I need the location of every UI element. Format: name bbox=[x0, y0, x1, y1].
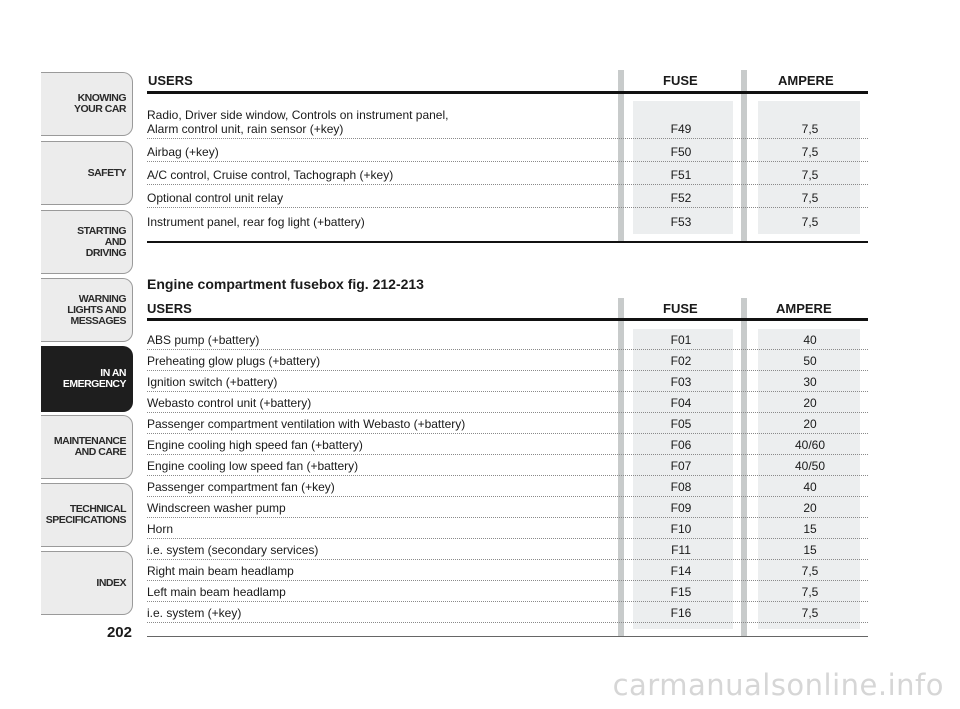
row-ampere: 15 bbox=[803, 543, 817, 557]
row-ampere: 7,5 bbox=[801, 168, 819, 182]
row-ampere: 15 bbox=[803, 522, 817, 536]
table-row bbox=[147, 602, 868, 623]
sidebar-tab-index[interactable] bbox=[41, 551, 133, 615]
row-users: Passenger compartment ventilation with Webasto (+battery) bbox=[147, 417, 466, 431]
watermark: carmanualsonline.info bbox=[612, 668, 944, 702]
table-row bbox=[147, 434, 868, 455]
row-fuse: F51 bbox=[670, 168, 692, 182]
row-ampere: 7,5 bbox=[801, 606, 819, 620]
table-row bbox=[147, 100, 868, 139]
tab-label: MAINTENANCE AND CARE bbox=[53, 435, 126, 458]
row-users: Ignition switch (+battery) bbox=[147, 375, 278, 389]
table2-header-rule bbox=[147, 318, 868, 321]
sidebar-tab-maintenance-and-care[interactable] bbox=[41, 415, 133, 479]
row-fuse: F06 bbox=[670, 438, 692, 452]
row-users: Horn bbox=[147, 522, 174, 536]
table-row bbox=[147, 455, 868, 476]
row-ampere: 7,5 bbox=[801, 585, 819, 599]
table-row bbox=[147, 392, 868, 413]
table2-header-fuse: FUSE bbox=[663, 301, 698, 316]
row-ampere: 7,5 bbox=[801, 122, 819, 136]
table2-header-ampere: AMPERE bbox=[776, 301, 832, 316]
row-fuse: F09 bbox=[670, 501, 692, 515]
row-ampere: 50 bbox=[803, 354, 817, 368]
row-users: Instrument panel, rear fog light (+battery) bbox=[147, 215, 365, 229]
row-users: i.e. system (secondary services) bbox=[147, 543, 319, 557]
table-row bbox=[147, 185, 868, 208]
row-users: Left main beam headlamp bbox=[147, 585, 286, 599]
tab-label: SAFETY bbox=[87, 166, 126, 179]
table-row bbox=[147, 350, 868, 371]
sidebar-tab-technical-specifications[interactable] bbox=[41, 483, 133, 547]
row-fuse: F01 bbox=[670, 333, 692, 347]
row-users: Preheating glow plugs (+battery) bbox=[147, 354, 321, 368]
tab-label: TECHNICAL SPECIFICATIONS bbox=[45, 503, 126, 526]
row-users: A/C control, Cruise control, Tachograph (+key) bbox=[147, 168, 394, 182]
row-ampere: 40/60 bbox=[794, 438, 826, 452]
table-row bbox=[147, 413, 868, 434]
table2-bottom-rule bbox=[147, 636, 868, 637]
row-fuse: F03 bbox=[670, 375, 692, 389]
table-row bbox=[147, 162, 868, 185]
sidebar-tab-warning-lights[interactable] bbox=[41, 278, 133, 342]
row-users: Right main beam headlamp bbox=[147, 564, 294, 578]
row-ampere: 20 bbox=[803, 396, 817, 410]
row-fuse: F49 bbox=[670, 122, 692, 136]
sidebar-tab-knowing-your-car[interactable] bbox=[41, 72, 133, 136]
table-row bbox=[147, 208, 868, 231]
row-users: Engine cooling low speed fan (+battery) bbox=[147, 459, 359, 473]
row-users: Radio, Driver side window, Controls on instrument panel, Alarm control unit, rain sensor (+key) bbox=[147, 108, 449, 136]
row-users: Windscreen washer pump bbox=[147, 501, 286, 515]
row-ampere: 40 bbox=[803, 480, 817, 494]
row-users: i.e. system (+key) bbox=[147, 606, 242, 620]
table-row bbox=[147, 518, 868, 539]
table-row bbox=[147, 539, 868, 560]
row-fuse: F04 bbox=[670, 396, 692, 410]
table1-header-fuse: FUSE bbox=[663, 73, 698, 88]
row-ampere: 7,5 bbox=[801, 215, 819, 229]
tab-label: WARNING LIGHTS AND MESSAGES bbox=[67, 292, 126, 327]
row-users: ABS pump (+battery) bbox=[147, 333, 260, 347]
row-fuse: F08 bbox=[670, 480, 692, 494]
sidebar-tab-starting-and-driving[interactable] bbox=[41, 210, 133, 274]
table-row bbox=[147, 560, 868, 581]
tab-label: INDEX bbox=[96, 576, 126, 589]
table1-header-ampere: AMPERE bbox=[778, 73, 834, 88]
row-ampere: 20 bbox=[803, 417, 817, 431]
row-ampere: 7,5 bbox=[801, 145, 819, 159]
row-fuse: F07 bbox=[670, 459, 692, 473]
row-fuse: F50 bbox=[670, 145, 692, 159]
row-fuse: F10 bbox=[670, 522, 692, 536]
row-users: Optional control unit relay bbox=[147, 191, 284, 205]
table-row bbox=[147, 497, 868, 518]
section-title: Engine compartment fusebox fig. 212-213 bbox=[147, 276, 424, 292]
row-ampere: 40 bbox=[803, 333, 817, 347]
table-row bbox=[147, 329, 868, 350]
table2-header-users: USERS bbox=[147, 301, 192, 316]
row-ampere: 20 bbox=[803, 501, 817, 515]
table1-header-rule bbox=[147, 91, 868, 94]
table1-bottom-rule bbox=[147, 241, 868, 243]
row-users: Airbag (+key) bbox=[147, 145, 219, 159]
row-fuse: F02 bbox=[670, 354, 692, 368]
sidebar-tab-in-an-emergency[interactable] bbox=[41, 346, 133, 412]
row-users: Webasto control unit (+battery) bbox=[147, 396, 312, 410]
row-users: Passenger compartment fan (+key) bbox=[147, 480, 335, 494]
table1-header-users: USERS bbox=[148, 73, 193, 88]
tab-label: IN AN EMERGENCY bbox=[62, 367, 126, 390]
sidebar-tab-safety[interactable] bbox=[41, 141, 133, 205]
tab-label: KNOWING YOUR CAR bbox=[73, 92, 126, 115]
row-fuse: F53 bbox=[670, 215, 692, 229]
row-ampere: 30 bbox=[803, 375, 817, 389]
table-row bbox=[147, 581, 868, 602]
table-row bbox=[147, 476, 868, 497]
table-row bbox=[147, 371, 868, 392]
row-ampere: 40/50 bbox=[794, 459, 826, 473]
tab-label: STARTING AND DRIVING bbox=[77, 224, 126, 259]
row-fuse: F16 bbox=[670, 606, 692, 620]
table-row bbox=[147, 139, 868, 162]
row-fuse: F15 bbox=[670, 585, 692, 599]
page-number: 202 bbox=[106, 624, 132, 641]
row-fuse: F52 bbox=[670, 191, 692, 205]
row-ampere: 7,5 bbox=[801, 191, 819, 205]
row-ampere: 7,5 bbox=[801, 564, 819, 578]
row-fuse: F11 bbox=[671, 543, 691, 557]
row-fuse: F05 bbox=[670, 417, 692, 431]
row-users: Engine cooling high speed fan (+battery) bbox=[147, 438, 363, 452]
row-fuse: F14 bbox=[670, 564, 692, 578]
